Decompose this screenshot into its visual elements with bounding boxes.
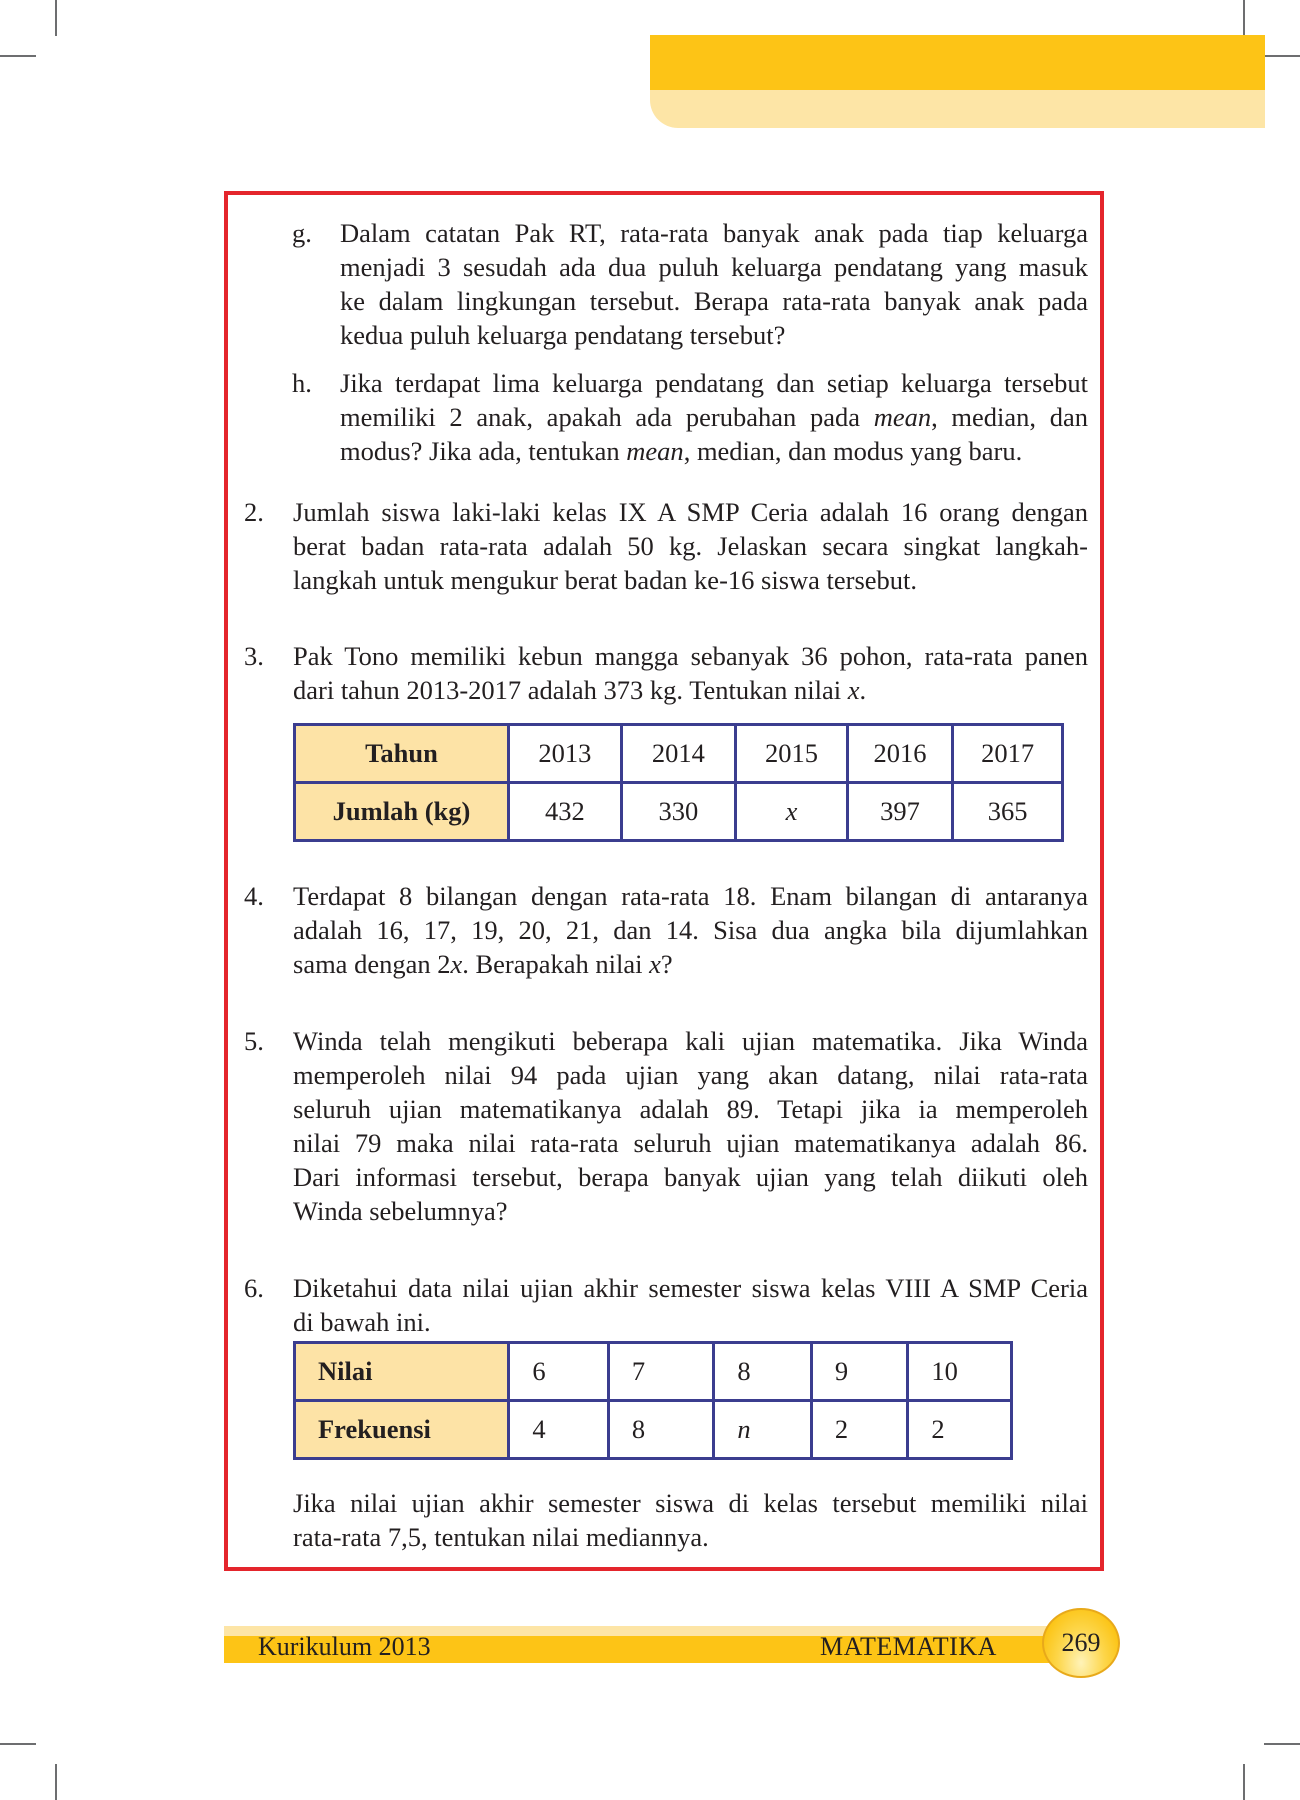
page-number: 269 <box>1061 1628 1101 1657</box>
question-number-4: 4. <box>244 881 264 911</box>
text-line: Dalam catatan Pak RT, rata-rata banyak anak pada tiap keluarga <box>340 218 1088 248</box>
text-line: Diketahui data nilai ujian akhir semester siswa kelas VIII A SMP Ceria <box>293 1273 1088 1303</box>
question-number-5: 5. <box>244 1026 264 1056</box>
table-header-cell: Jumlah (kg) <box>295 783 509 841</box>
table-row <box>295 1401 1012 1459</box>
text-run: , median, dan <box>931 402 1089 432</box>
text-line: Winda telah mengikuti beberapa kali ujian matematika. Jika Winda <box>293 1026 1088 1056</box>
text-line: ke dalam lingkungan tersebut. Berapa rata-rata banyak anak pada <box>340 286 1088 316</box>
table-cell: 4 <box>509 1401 609 1459</box>
text-line: rata-rata 7,5, tentukan nilai mediannya. <box>293 1522 709 1552</box>
text-run: modus? Jika ada, tentukan <box>340 436 627 466</box>
table-row <box>295 783 1063 841</box>
text-line: langkah untuk mengukur berat badan ke-16 siswa tersebut. <box>293 565 918 595</box>
page-number-badge <box>1042 1608 1120 1678</box>
text-line: nilai 79 maka nilai rata-rata seluruh ujian matematikanya adalah 86. <box>293 1128 1088 1158</box>
text-run: . Berapakah nilai <box>462 949 650 979</box>
table-cell: 9 <box>811 1343 908 1401</box>
item-label-h: h. <box>292 368 312 398</box>
variable-x: x <box>649 949 661 979</box>
variable-x: x <box>785 796 798 826</box>
question-2-text <box>293 495 1088 597</box>
text-line: adalah 16, 17, 19, 20, 21, dan 14. Sisa dua angka bila dijumlahkan <box>293 915 1088 945</box>
table-cell: 2015 <box>736 725 848 783</box>
text-run: sama dengan 2 <box>293 949 451 979</box>
harvest-table <box>293 723 1064 842</box>
text-line: Terdapat 8 bilangan dengan rata-rata 18. Enam bilangan di antaranya <box>293 881 1088 911</box>
header-band <box>650 35 1265 90</box>
table-cell: 8 <box>608 1401 713 1459</box>
table-cell: 432 <box>509 783 622 841</box>
text-line: Jumlah siswa laki-laki kelas IX A SMP Ceria adalah 16 orang dengan <box>293 497 1088 527</box>
table-cell: 2 <box>908 1401 1012 1459</box>
text-line: Pak Tono memiliki kebun mangga sebanyak 36 pohon, rata-rata panen <box>293 641 1088 671</box>
question-number-2: 2. <box>244 497 264 527</box>
text-run: . <box>859 675 867 705</box>
table-cell: 7 <box>608 1343 713 1401</box>
table-cell: 8 <box>714 1343 812 1401</box>
text-line: berat badan rata-rata adalah 50 kg. Jelaskan secara singkat langkah- <box>293 531 1088 561</box>
table-header-cell: Nilai <box>295 1343 509 1401</box>
table-cell: 10 <box>908 1343 1012 1401</box>
text-line: memperoleh nilai 94 pada ujian yang akan datang, nilai rata-rata <box>293 1060 1088 1090</box>
table-cell: 2013 <box>509 725 622 783</box>
text-line: kedua puluh keluarga pendatang tersebut? <box>340 320 786 350</box>
variable-x: x <box>847 675 860 705</box>
crop-mark <box>1264 1743 1300 1745</box>
table-header-cell: Tahun <box>295 725 509 783</box>
table-cell: 2 <box>811 1401 908 1459</box>
text-run: memiliki 2 anak, apakah ada perubahan pada <box>340 402 874 432</box>
question-number-3: 3. <box>244 641 264 671</box>
text-line: Winda sebelumnya? <box>293 1196 508 1226</box>
question-6-text <box>293 1271 1088 1339</box>
text-run: dari tahun 2013-2017 adalah 373 kg. Tentukan nilai <box>293 675 848 705</box>
table-cell: 2017 <box>953 725 1063 783</box>
item-g-text <box>340 216 1088 352</box>
text-run: , median, dan modus yang baru. <box>683 436 1023 466</box>
text-line: seluruh ujian matematikanya adalah 89. Tetapi jika ia memperoleh <box>293 1094 1088 1124</box>
table-cell: 365 <box>953 783 1063 841</box>
table-cell: 2014 <box>621 725 736 783</box>
text-line: di bawah ini. <box>293 1307 431 1337</box>
footer-subject: MATEMATIKA <box>820 1632 997 1661</box>
score-frequency-table <box>293 1341 1013 1460</box>
table-cell: 6 <box>509 1343 609 1401</box>
table-row <box>295 1343 1012 1401</box>
text-line: Dari informasi tersebut, berapa banyak ujian yang telah diikuti oleh <box>293 1162 1088 1192</box>
question-5-text <box>293 1024 1088 1228</box>
text-run: ? <box>660 949 673 979</box>
table-cell <box>714 1401 812 1459</box>
header-band-light <box>650 90 1265 128</box>
question-number-6: 6. <box>244 1273 264 1303</box>
text-line <box>293 673 1088 707</box>
item-h-text <box>340 366 1088 468</box>
crop-mark <box>0 1743 36 1745</box>
footer-curriculum: Kurikulum 2013 <box>258 1632 431 1661</box>
crop-mark <box>55 1764 57 1800</box>
text-line: menjadi 3 sesudah ada dua puluh keluarga pendatang yang masuk <box>340 252 1088 282</box>
text-line <box>293 947 1088 981</box>
table-cell: 2016 <box>847 725 953 783</box>
table-cell: 397 <box>847 783 953 841</box>
variable-x: x <box>450 949 463 979</box>
question-3-text <box>293 639 1088 707</box>
text-emphasis: mean <box>626 436 684 466</box>
question-6-followup <box>293 1486 1088 1554</box>
text-emphasis: mean <box>873 402 932 432</box>
crop-mark <box>1243 0 1245 36</box>
text-line: Jika nilai ujian akhir semester siswa di kelas tersebut memiliki nilai <box>293 1488 1088 1518</box>
item-label-g: g. <box>292 218 312 248</box>
crop-mark <box>0 55 36 57</box>
variable-n: n <box>737 1414 751 1444</box>
table-cell <box>736 783 848 841</box>
crop-mark <box>1264 55 1300 57</box>
text-line: Jika terdapat lima keluarga pendatang dan setiap keluarga tersebut <box>340 368 1088 398</box>
crop-mark <box>55 0 57 36</box>
table-cell: 330 <box>621 783 736 841</box>
text-line <box>340 434 1088 468</box>
question-4-text <box>293 879 1088 981</box>
table-header-cell: Frekuensi <box>295 1401 509 1459</box>
table-row <box>295 725 1063 783</box>
text-line <box>340 400 1088 434</box>
crop-mark <box>1243 1764 1245 1800</box>
